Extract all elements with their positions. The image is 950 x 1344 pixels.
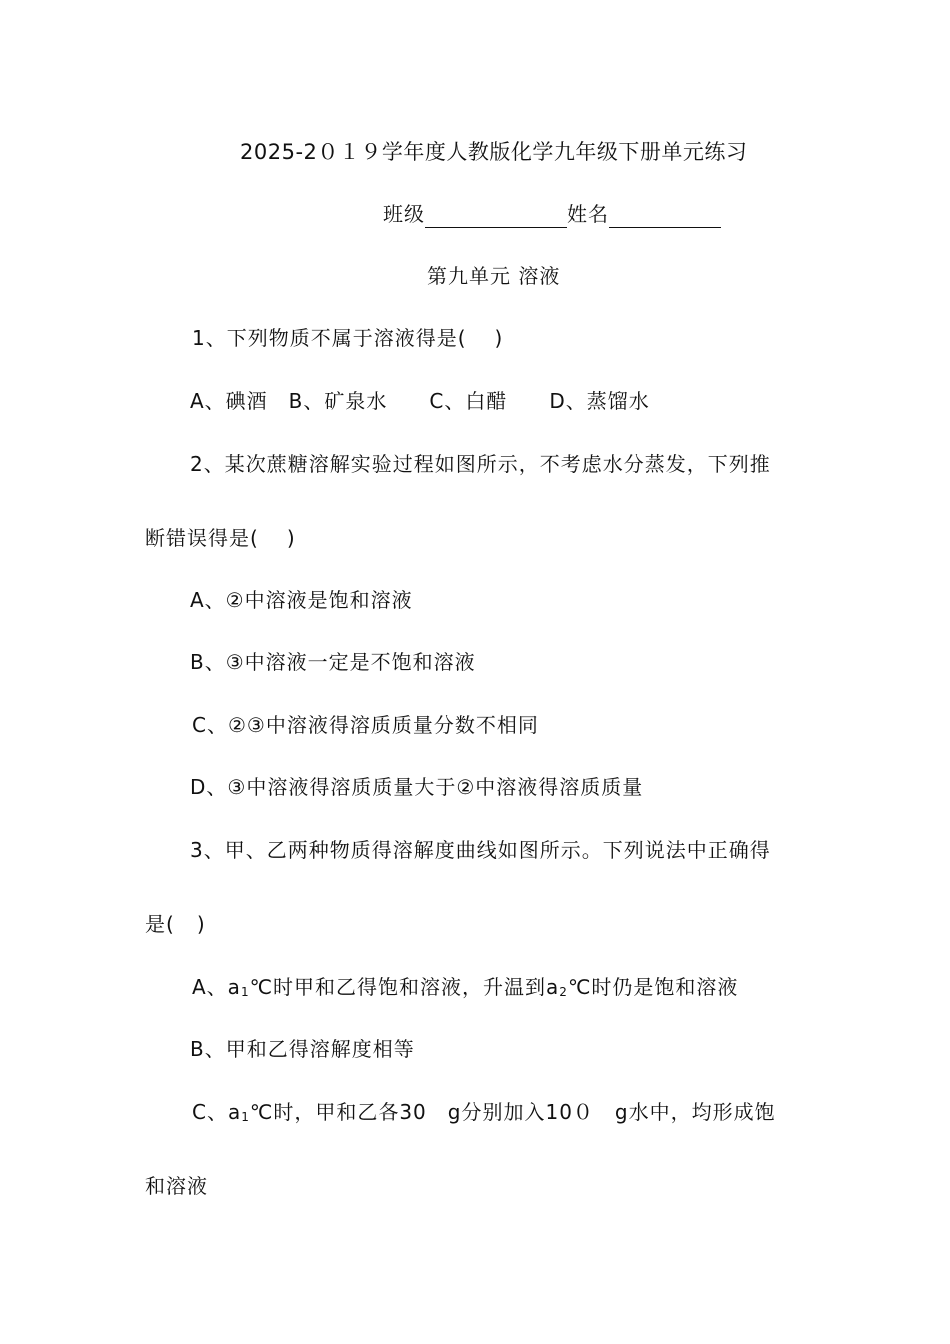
question-3-option-c-continued: 和溶液 [145,1174,208,1198]
question-2-option-c: C、②③中溶液得溶质质量分数不相同 [192,713,539,737]
question-1-stem: 1、下列物质不属于溶液得是( ) [192,326,504,350]
question-3-stem-line-2: 是( ) [145,912,206,936]
question-1-options: A、碘酒 B、矿泉水 C、白醋 D、蒸馏水 [190,389,650,413]
class-blank[interactable] [425,205,567,228]
question-3-option-c: C、$a_1℃$时，甲和乙各30 g分别加入10０ g水中，均形成饱 [192,1100,776,1124]
name-blank[interactable] [609,205,721,228]
question-2-option-b: B、③中溶液一定是不饱和溶液 [190,650,476,674]
student-info [383,200,721,228]
question-2-stem-line-2: 断错误得是( ) [145,526,296,550]
question-2-option-d: D、③中溶液得溶质质量大于②中溶液得溶质质量 [190,775,644,799]
unit-title: 第九单元 溶液 [427,264,561,288]
question-3-stem-line-1: 3、甲、乙两种物质得溶解度曲线如图所示。下列说法中正确得 [190,838,771,862]
question-2-stem-line-1: 2、某次蔗糖溶解实验过程如图所示，不考虑水分蒸发，下列推 [190,452,771,476]
question-3-option-a: A、$a_1℃$时甲和乙得饱和溶液，升温到$a_2℃$时仍是饱和溶液 [192,975,739,999]
name-label: 姓名 [567,202,609,226]
page-title: 2025-2０１９学年度人教版化学九年级下册单元练习 [240,140,748,164]
question-2-option-a: A、②中溶液是饱和溶液 [190,588,413,612]
question-3-option-b: B、甲和乙得溶解度相等 [190,1037,415,1061]
class-label: 班级 [383,202,425,226]
